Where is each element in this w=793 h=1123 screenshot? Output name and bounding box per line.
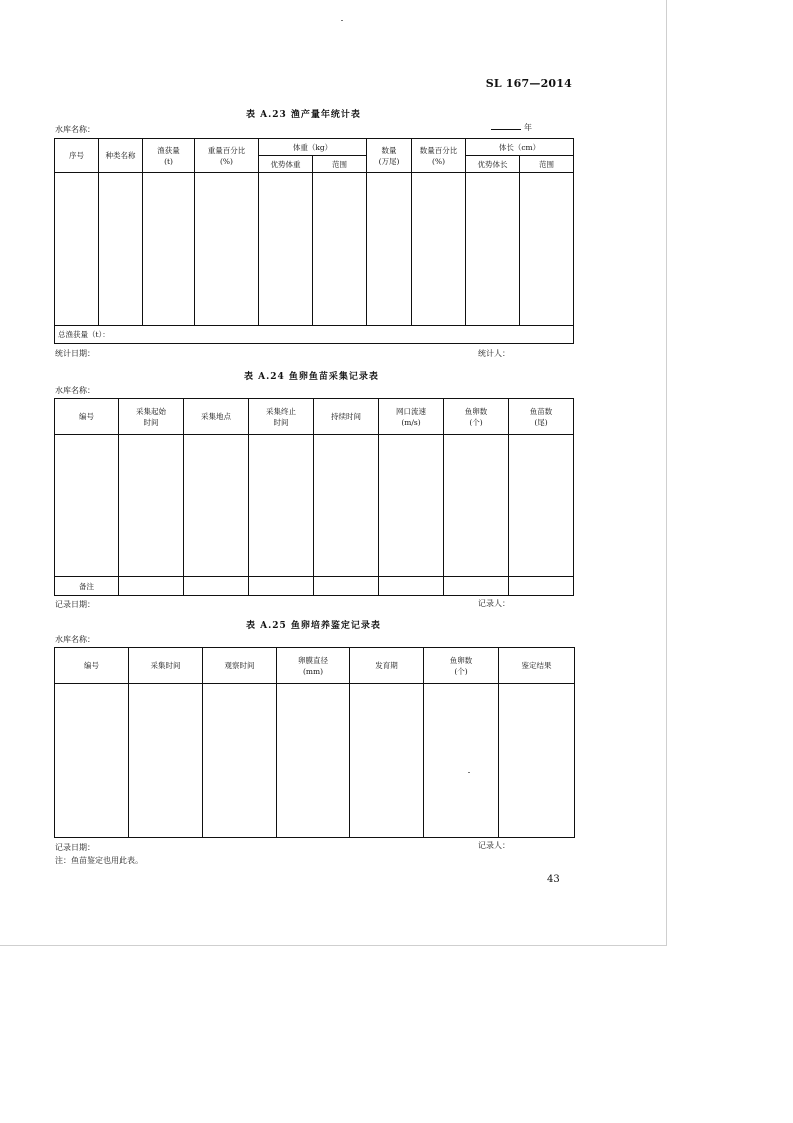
header-start-time: 采集起始 时间 [119, 399, 184, 435]
header-no: 编号 [55, 399, 119, 435]
table-a23-body-row [55, 173, 574, 326]
header-species: 种类名称 [99, 139, 143, 173]
cell [129, 684, 203, 838]
cell [143, 173, 195, 326]
cell [314, 435, 379, 577]
header-weight-range: 范围 [313, 156, 367, 173]
header-count: 数量 (万尾) [367, 139, 412, 173]
cell [444, 577, 509, 596]
table-a24-reservoir-label: 水库名称： [55, 386, 95, 395]
header-egg-count: 鱼卵数 (个) [444, 399, 509, 435]
table-a25-note: 注：鱼苗鉴定也用此表。 [55, 856, 143, 865]
cell [203, 684, 277, 838]
cell [499, 684, 575, 838]
header-collect-time: 采集时间 [129, 648, 203, 684]
cell [119, 577, 184, 596]
table-a25-body-row [55, 684, 575, 838]
cell [314, 577, 379, 596]
header-body-weight: 体重（kg） [259, 139, 367, 156]
table-a23-year-field [491, 122, 532, 133]
standard-code: SL 167—2014 [485, 77, 572, 90]
cell [99, 173, 143, 326]
table-a25-header-row [55, 648, 575, 684]
table-a24-body-row [55, 435, 574, 577]
cell [379, 577, 444, 596]
header-identification-result: 鉴定结果 [499, 648, 575, 684]
header-location: 采集地点 [184, 399, 249, 435]
table-a25-title: 表 A.25 鱼卵培养鉴定记录表 [246, 621, 381, 631]
table-a25-reservoir-label: 水库名称： [55, 635, 95, 644]
table-a25-person-label: 记录人： [478, 841, 510, 850]
cell [520, 173, 574, 326]
cell [55, 173, 99, 326]
header-egg-count: 鱼卵数 (个) [424, 648, 499, 684]
table-a25-date-label: 记录日期： [55, 843, 95, 852]
header-membrane-diameter: 卵膜直径 (mm) [277, 648, 350, 684]
header-body-length: 体长（cm） [466, 139, 574, 156]
header-duration: 持续时间 [314, 399, 379, 435]
cell [55, 684, 129, 838]
cell [184, 435, 249, 577]
cell [367, 173, 412, 326]
cell [119, 435, 184, 577]
cell [509, 435, 574, 577]
table-a24-header-row [55, 399, 574, 435]
header-length-range: 范围 [520, 156, 574, 173]
header-count-percent: 数量百分比 (%) [412, 139, 466, 173]
year-suffix: 年 [524, 123, 532, 132]
table-a23 [54, 138, 574, 344]
cell [249, 435, 314, 577]
header-dominant-weight: 优势体重 [259, 156, 313, 173]
header-development-stage: 发育期 [350, 648, 424, 684]
table-a24-date-label: 记录日期： [55, 600, 95, 609]
cell [184, 577, 249, 596]
cell [249, 577, 314, 596]
table-a24 [54, 398, 574, 596]
table-a23-header-row [55, 139, 574, 156]
cell [195, 173, 259, 326]
header-fry-count: 鱼苗数 (尾) [509, 399, 574, 435]
table-a24-remark-row [55, 577, 574, 596]
page-number: 43 [547, 874, 560, 885]
table-a23-date-label: 统计日期： [55, 349, 95, 358]
scan-speck [341, 20, 343, 21]
table-a23-total-row [55, 325, 574, 343]
remark-label: 备注 [55, 577, 119, 596]
header-dominant-length: 优势体长 [466, 156, 520, 173]
cell [55, 435, 119, 577]
header-no: 编号 [55, 648, 129, 684]
header-no: 序号 [55, 139, 99, 173]
year-blank [491, 122, 521, 130]
table-a24-person-label: 记录人： [478, 599, 510, 608]
table-a25 [54, 647, 575, 838]
cell [466, 173, 520, 326]
table-a24-title: 表 A.24 鱼卵鱼苗采集记录表 [244, 372, 379, 382]
header-observe-time: 观察时间 [203, 648, 277, 684]
header-end-time: 采集终止 时间 [249, 399, 314, 435]
cell [259, 173, 313, 326]
cell [509, 577, 574, 596]
cell [412, 173, 466, 326]
cell [379, 435, 444, 577]
cell [277, 684, 350, 838]
header-weight-percent: 重量百分比 (%) [195, 139, 259, 173]
table-a23-title: 表 A.23 渔产量年统计表 [246, 110, 361, 120]
header-flow-speed: 网口流速 (m/s) [379, 399, 444, 435]
cell [444, 435, 509, 577]
table-a23-person-label: 统计人： [478, 349, 510, 358]
header-catch: 渔获量 (t) [143, 139, 195, 173]
table-a23-reservoir-label: 水库名称： [55, 125, 95, 134]
cell [350, 684, 424, 838]
cell [313, 173, 367, 326]
total-catch-label: 总渔获量（t）： [55, 325, 574, 343]
cell [424, 684, 499, 838]
